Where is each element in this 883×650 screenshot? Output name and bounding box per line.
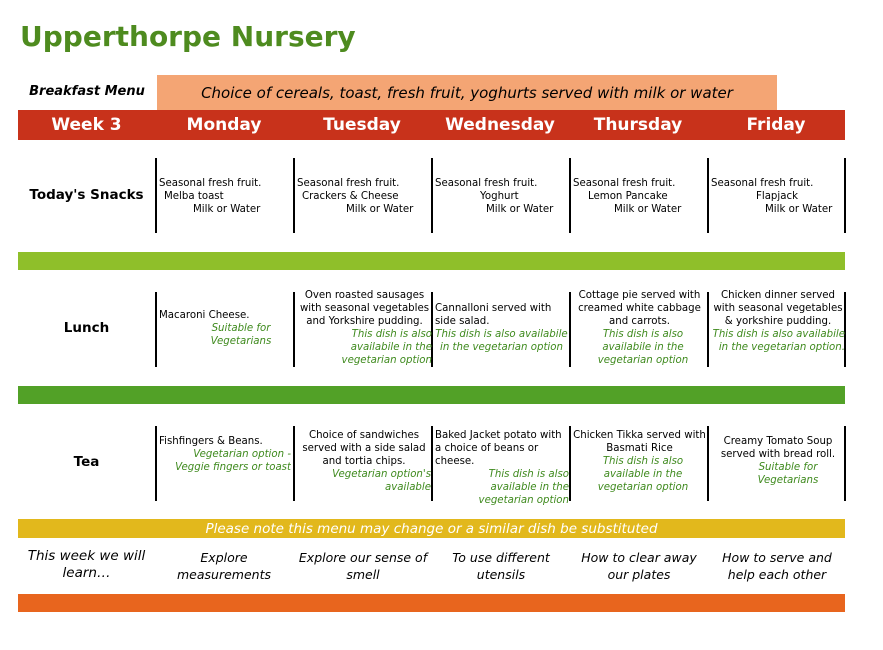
- divider: [707, 158, 709, 233]
- divider: [155, 426, 157, 501]
- tea-monday: Fishfingers & Beans. Vegetarian option - Veggie fingers or toast: [159, 436, 291, 473]
- day-friday: Friday: [746, 115, 806, 135]
- tea-label: Tea: [73, 454, 100, 470]
- divider: [707, 426, 709, 501]
- footer-bar: [18, 594, 845, 612]
- snacks-label: Today's Snacks: [29, 187, 144, 203]
- day-wednesday: Wednesday: [445, 115, 555, 135]
- breakfast-description: Choice of cereals, toast, fresh fruit, yoghurts served with milk or water: [157, 75, 777, 110]
- lunch-tuesday: Oven roasted sausages with seasonal vegetables and Yorkshire pudding. This dish is also availabile in the vegetarian option: [299, 290, 432, 366]
- divider: [707, 292, 709, 367]
- divider: [569, 292, 571, 367]
- learn-thursday: How to clear away our plates: [581, 550, 697, 582]
- divider: [569, 426, 571, 501]
- lunch-thursday: Cottage pie served with creamed white cabbage and carrots. This dish is also availabile in the vegetarian option: [578, 290, 701, 366]
- divider: [431, 426, 433, 501]
- breakfast-label: Breakfast Menu: [29, 84, 145, 99]
- divider-bar: [18, 252, 845, 270]
- learn-tuesday: Explore our sense of smell: [298, 550, 428, 582]
- divider: [293, 292, 295, 367]
- lunch-monday: Macaroni Cheese. Suitable for Vegetarians: [159, 310, 272, 347]
- divider: [293, 158, 295, 233]
- tea-friday: Creamy Tomato Soup served with bread roll. Suitable for Vegetarians: [720, 436, 836, 486]
- snack-monday: Seasonal fresh fruit. Melba toast Milk or Water: [159, 178, 262, 215]
- learn-friday: How to serve and help each other: [722, 550, 832, 582]
- lunch-label: Lunch: [63, 320, 110, 336]
- day-monday: Monday: [186, 115, 262, 135]
- tea-wednesday: Baked Jacket potato with a choice of beans or cheese. This dish is also available in the vegetarian option: [435, 430, 569, 506]
- day-header-bar: [18, 110, 845, 140]
- menu-change-note: Please note this menu may change or a similar dish be substituted: [18, 519, 845, 538]
- divider: [431, 158, 433, 233]
- learn-monday: Explore measurements: [177, 550, 271, 582]
- divider: [293, 426, 295, 501]
- snack-wednesday: Seasonal fresh fruit. Yoghurt Milk or Water: [435, 178, 554, 215]
- divider: [155, 158, 157, 233]
- divider-bar: [18, 386, 845, 404]
- divider: [569, 158, 571, 233]
- day-tuesday: Tuesday: [323, 115, 401, 135]
- divider: [844, 158, 846, 233]
- tea-thursday: Chicken Tikka served with Basmati Rice This dish is also available in the vegetarian option: [573, 430, 706, 493]
- tea-tuesday: Choice of sandwiches served with a side salad and tortia chips. Vegetarian option's available: [302, 430, 431, 493]
- day-thursday: Thursday: [593, 115, 683, 135]
- week-label: Week 3: [51, 115, 122, 135]
- lunch-friday: Chicken dinner served with seasonal vegetables & yorkshire pudding. This dish is also availabile in the vegetarian option.: [712, 290, 845, 353]
- learn-wednesday: To use different utensils: [452, 550, 550, 582]
- divider: [155, 292, 157, 367]
- snack-friday: Seasonal fresh fruit. Flapjack Milk or Water: [711, 178, 833, 215]
- snack-tuesday: Seasonal fresh fruit. Crackers & Cheese Milk or Water: [297, 178, 414, 215]
- lunch-wednesday: Cannalloni served with side salad. This dish is also availabile in the vegetarian option: [435, 303, 568, 353]
- snack-thursday: Seasonal fresh fruit. Lemon Pancake Milk or Water: [573, 178, 682, 215]
- learn-label: This week we will learn…: [27, 548, 146, 581]
- page-title: Upperthorpe Nursery: [20, 20, 356, 53]
